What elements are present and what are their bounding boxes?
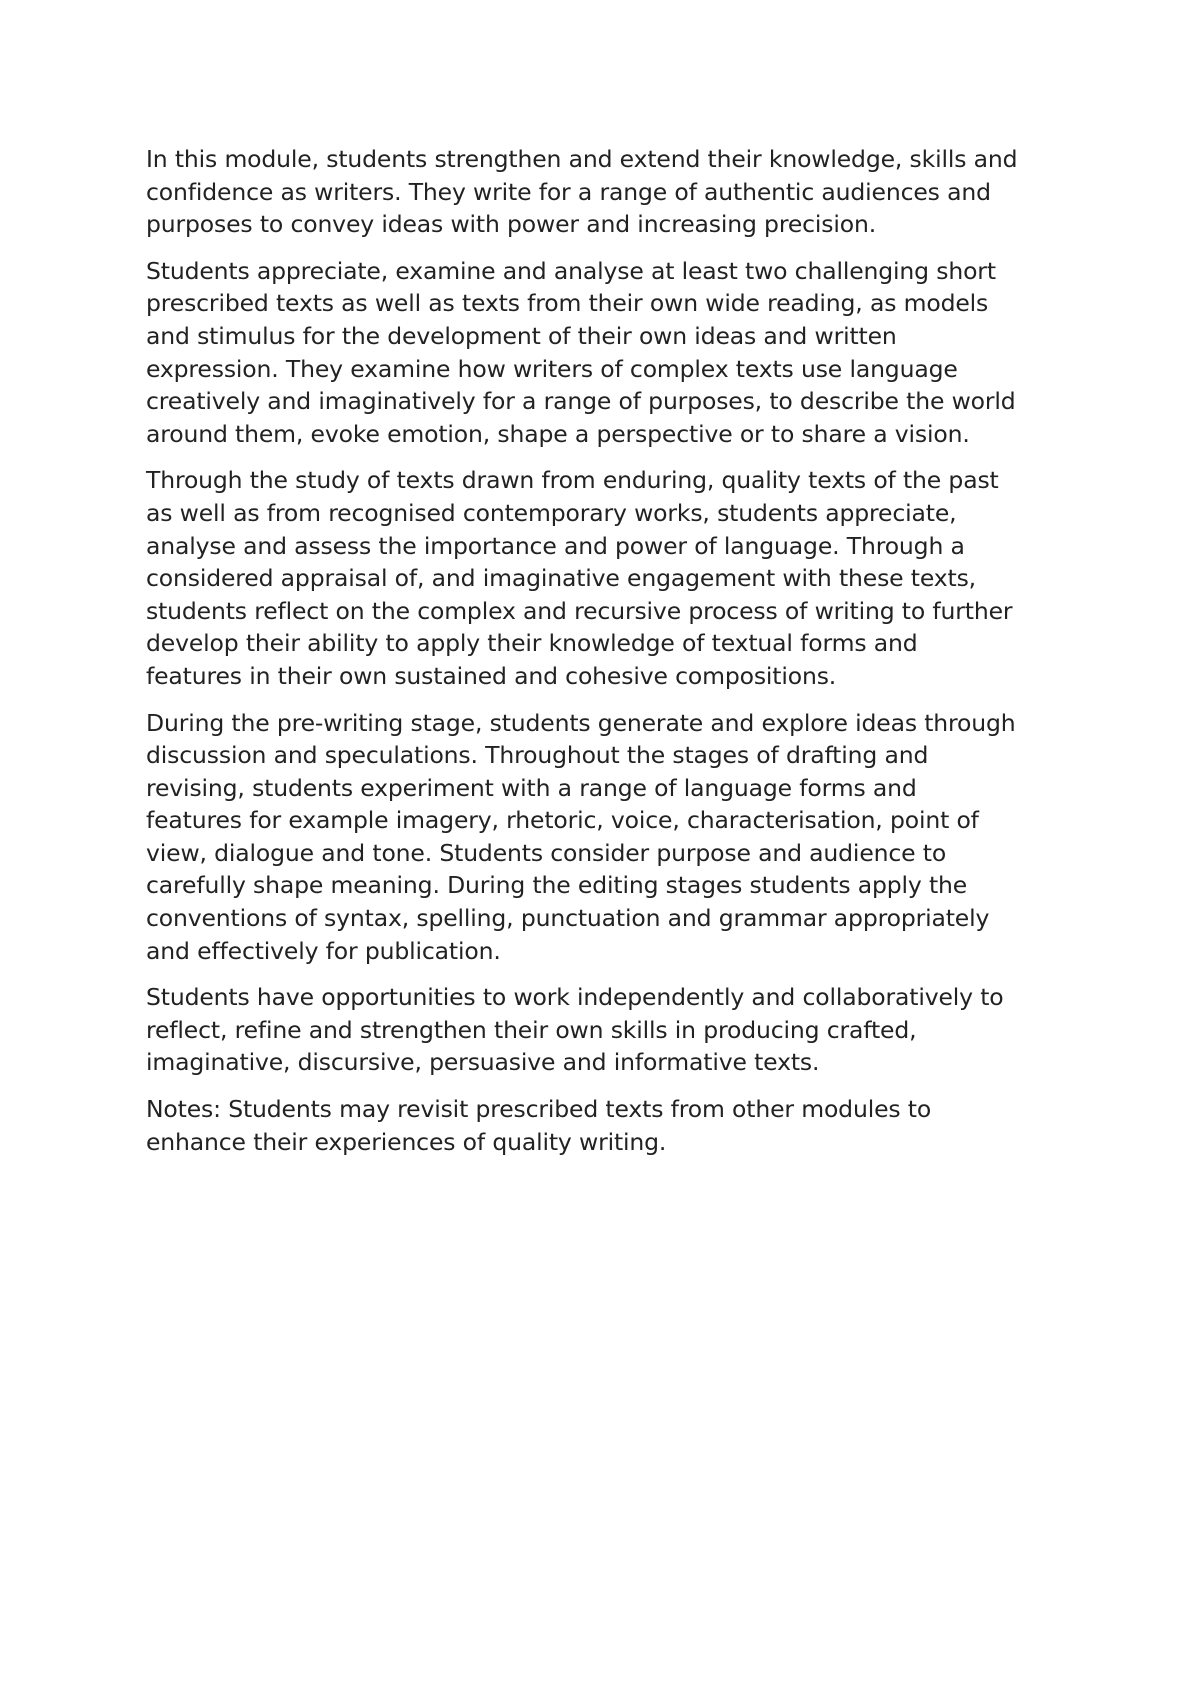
text-line: view, dialogue and tone. Students consider purpose and audience to <box>146 838 947 867</box>
paragraph-appreciate <box>146 255 1076 451</box>
text-line: Students have opportunities to work independently and collaboratively to <box>146 983 1004 1012</box>
text-line: carefully shape meaning. During the editing stages students apply the <box>146 871 968 900</box>
text-line: imaginative, discursive, persuasive and informative texts. <box>146 1048 820 1077</box>
text-line: conventions of syntax, spelling, punctuation and grammar appropriately <box>146 904 990 933</box>
paragraph-study <box>146 464 1076 692</box>
text-line: and stimulus for the development of their own ideas and written <box>146 321 897 350</box>
text-line: considered appraisal of, and imaginative engagement with these texts, <box>146 564 976 593</box>
paragraph-prewriting <box>146 707 1076 968</box>
paragraph-intro <box>146 143 1076 241</box>
text-line: prescribed texts as well as texts from their own wide reading, as models <box>146 289 989 318</box>
text-line: around them, evoke emotion, shape a perspective or to share a vision. <box>146 419 970 448</box>
text-line: develop their ability to apply their knowledge of textual forms and <box>146 629 918 658</box>
text-line: Students appreciate, examine and analyse at least two challenging short <box>146 256 996 285</box>
text-line: expression. They examine how writers of complex texts use language <box>146 354 958 383</box>
text-line: and effectively for publication. <box>146 936 501 965</box>
text-line: as well as from recognised contemporary works, students appreciate, <box>146 498 957 527</box>
text-line: reflect, refine and strengthen their own skills in producing crafted, <box>146 1015 917 1044</box>
text-line: students reflect on the complex and recursive process of writing to further <box>146 596 1013 625</box>
document-body <box>146 143 1076 1172</box>
text-line: confidence as writers. They write for a range of authentic audiences and <box>146 177 991 206</box>
text-line: discussion and speculations. Throughout the stages of drafting and <box>146 741 929 770</box>
text-line: purposes to convey ideas with power and increasing precision. <box>146 210 877 239</box>
text-line: Notes: Students may revisit prescribed texts from other modules to <box>146 1095 932 1124</box>
text-line: revising, students experiment with a range of language forms and <box>146 773 917 802</box>
text-line: analyse and assess the importance and power of language. Through a <box>146 531 965 560</box>
text-line: During the pre-writing stage, students generate and explore ideas through <box>146 708 1016 737</box>
text-line: features for example imagery, rhetoric, voice, characterisation, point of <box>146 806 979 835</box>
text-line: enhance their experiences of quality writing. <box>146 1127 667 1156</box>
paragraph-opportunities <box>146 981 1076 1079</box>
paragraph-notes <box>146 1093 1076 1158</box>
text-line: Through the study of texts drawn from enduring, quality texts of the past <box>146 466 999 495</box>
text-line: creatively and imaginatively for a range of purposes, to describe the world <box>146 387 1016 416</box>
text-line: features in their own sustained and cohesive compositions. <box>146 661 837 690</box>
text-line: In this module, students strengthen and extend their knowledge, skills and <box>146 145 1018 173</box>
